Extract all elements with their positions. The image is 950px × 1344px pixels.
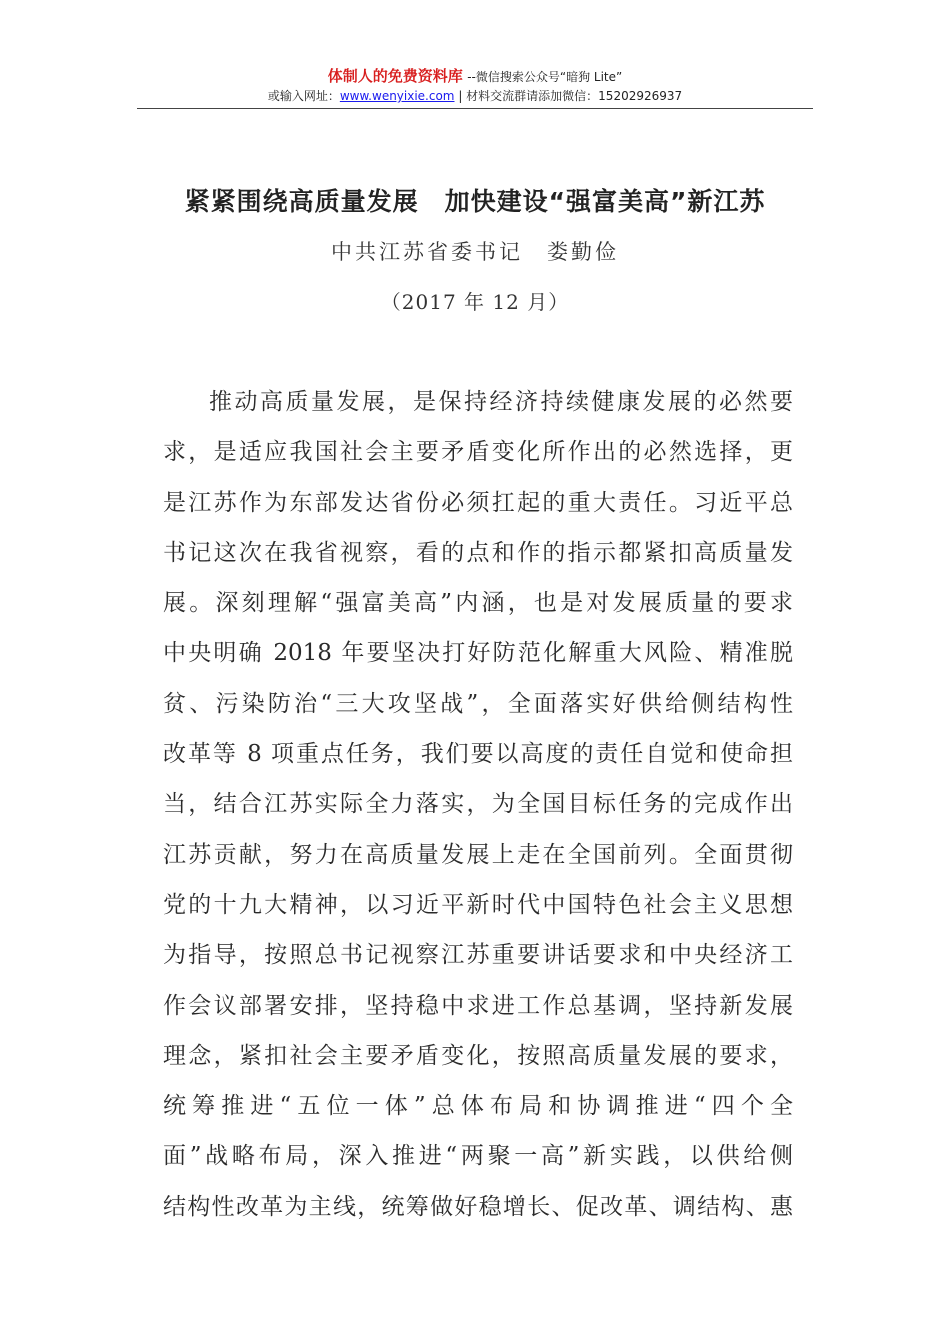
body-line: 统筹推进“五位一体”总体布局和协调推进“四个全 bbox=[163, 1093, 793, 1120]
article-body bbox=[163, 380, 793, 1235]
article-date: （2017 年 12 月） bbox=[380, 290, 570, 314]
header-divider bbox=[137, 108, 813, 109]
body-line: 中央明确 2018 年要坚决打好防范化解重大风险、精准脱 bbox=[163, 640, 793, 667]
header-brand: 体制人的免费资料库 bbox=[327, 67, 463, 85]
body-line: 书记这次在我省视察，看的点和作的指示都紧扣高质量发 bbox=[163, 539, 793, 566]
body-line: 求，是适应我国社会主要矛盾变化所作出的必然选择，更 bbox=[163, 439, 793, 466]
body-line: 贫、污染防治“三大攻坚战”，全面落实好供给侧结构性 bbox=[163, 690, 793, 717]
header-website-link[interactable]: www.wenyixie.com bbox=[339, 89, 455, 103]
article-title: 紧紧围绕高质量发展 加快建设“强富美高”新江苏 bbox=[184, 187, 766, 216]
body-line: 江苏贡献，努力在高质量发展上走在全国前列。全面贯彻 bbox=[163, 841, 793, 868]
header-url-prefix: 或输入网址： bbox=[267, 89, 340, 103]
page-header bbox=[137, 66, 813, 105]
body-line: 是江苏作为东部发达省份必须扛起的重大责任。习近平总 bbox=[163, 489, 793, 516]
header-contact bbox=[137, 87, 813, 105]
body-line: 结构性改革为主线，统筹做好稳增长、促改革、调结构、惠 bbox=[163, 1193, 793, 1220]
header-banner bbox=[137, 66, 813, 87]
body-line: 推动高质量发展，是保持经济持续健康发展的必然要 bbox=[209, 389, 793, 415]
body-line: 改革等 8 项重点任务，我们要以高度的责任自觉和使命担 bbox=[163, 741, 793, 768]
body-line: 展。深刻理解“强富美高”内涵，也是对发展质量的要求 bbox=[163, 590, 793, 617]
body-line: 作会议部署安排，坚持稳中求进工作总基调，坚持新发展 bbox=[163, 992, 793, 1019]
body-line: 党的十九大精神，以习近平新时代中国特色社会主义思想 bbox=[163, 891, 793, 918]
body-line: 面”战略布局，深入推进“两聚一高”新实践，以供给侧 bbox=[163, 1143, 793, 1170]
body-line: 为指导，按照总书记视察江苏重要讲话要求和中央经济工 bbox=[163, 942, 793, 969]
header-brand-suffix: --微信搜索公众号“暗狗 Lite” bbox=[467, 70, 623, 84]
body-line: 当，结合江苏实际全力落实，为全国目标任务的完成作出 bbox=[163, 791, 793, 818]
body-line: 理念，紧扣社会主要矛盾变化，按照高质量发展的要求， bbox=[163, 1042, 793, 1069]
article-byline: 中共江苏省委书记 娄勤俭 bbox=[331, 240, 619, 264]
header-wechat-text: | 材料交流群请添加微信：15202926937 bbox=[454, 89, 683, 103]
